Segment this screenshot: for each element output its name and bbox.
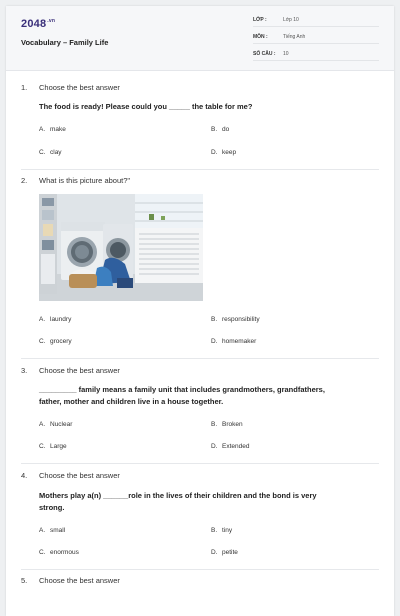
option-text: small xyxy=(50,527,66,534)
option-text: do xyxy=(222,126,230,133)
option-text: clay xyxy=(50,149,62,156)
option-text: laundry xyxy=(50,316,72,323)
answer-option-c[interactable] xyxy=(39,149,62,156)
question-stem-line: _________ family means a family unit that includes grandmothers, grandfathers, xyxy=(39,385,325,394)
logo-text: 2048 xyxy=(21,18,47,30)
answer-option-d[interactable] xyxy=(211,338,256,345)
question-prompt: What is this picture about?" xyxy=(39,176,131,185)
meta-value-question-count: 10 xyxy=(283,51,289,57)
question-prompt: Choose the best answer xyxy=(39,471,120,480)
option-text: Broken xyxy=(222,421,243,428)
question-prompt: Choose the best answer xyxy=(39,83,120,92)
option-text: responsibility xyxy=(222,316,260,323)
answer-option-d[interactable] xyxy=(211,149,236,156)
option-text: tiny xyxy=(222,527,233,534)
option-text: petite xyxy=(222,549,238,556)
meta-row-class xyxy=(253,13,379,27)
option-letter: D. xyxy=(211,549,218,556)
option-letter: C. xyxy=(39,149,46,156)
answer-option-a[interactable] xyxy=(39,316,71,323)
question-divider xyxy=(21,169,379,170)
logo-suffix: .vn xyxy=(47,18,56,25)
question-number: 2. xyxy=(21,176,28,185)
option-letter: D. xyxy=(211,443,218,450)
question-number: 5. xyxy=(21,576,28,585)
option-letter: A. xyxy=(39,527,46,534)
question-number: 4. xyxy=(21,471,28,480)
question-number: 3. xyxy=(21,366,28,375)
answer-option-b[interactable] xyxy=(211,316,260,323)
question-stem-line: strong. xyxy=(39,503,65,512)
question-stem-line: Mothers play a(n) ______role in the lives of their children and the bond is very xyxy=(39,491,317,500)
question-divider xyxy=(21,569,379,570)
option-text: grocery xyxy=(50,338,72,345)
meta-row-subject xyxy=(253,30,379,44)
answer-option-a[interactable] xyxy=(39,527,65,534)
answer-option-a[interactable] xyxy=(39,421,72,428)
worksheet xyxy=(6,6,394,616)
meta-label-question-count: SỐ CÂU : xyxy=(253,51,276,57)
option-letter: B. xyxy=(211,126,218,133)
option-letter: C. xyxy=(39,443,46,450)
worksheet-header xyxy=(6,6,394,71)
answer-option-c[interactable] xyxy=(39,443,67,450)
question-prompt: Choose the best answer xyxy=(39,366,120,375)
option-letter: A. xyxy=(39,126,46,133)
site-logo[interactable] xyxy=(21,18,55,30)
question-divider xyxy=(21,463,379,464)
answer-option-b[interactable] xyxy=(211,527,232,534)
option-text: homemaker xyxy=(222,338,257,345)
meta-value-class: Lớp 10 xyxy=(283,17,299,23)
question-stem: The food is ready! Please could you _____ the table for me? xyxy=(39,102,253,111)
option-letter: D. xyxy=(211,338,218,345)
answer-option-b[interactable] xyxy=(211,421,243,428)
answer-option-d[interactable] xyxy=(211,443,249,450)
option-letter: C. xyxy=(39,338,46,345)
question-number: 1. xyxy=(21,83,28,92)
answer-option-b[interactable] xyxy=(211,126,229,133)
option-text: make xyxy=(50,126,66,133)
meta-row-question-count xyxy=(253,47,379,61)
meta-value-subject: Tiếng Anh xyxy=(283,34,306,40)
laundry-room-photo xyxy=(39,194,203,301)
meta-label-subject: MÔN : xyxy=(253,34,268,40)
option-letter: D. xyxy=(211,149,218,156)
answer-option-d[interactable] xyxy=(211,549,238,556)
worksheet-title: Vocabulary – Family Life xyxy=(21,38,109,47)
question-stem xyxy=(39,490,379,514)
option-letter: C. xyxy=(39,549,46,556)
option-text: keep xyxy=(222,149,237,156)
option-letter: A. xyxy=(39,421,46,428)
option-letter: B. xyxy=(211,421,218,428)
option-letter: A. xyxy=(39,316,46,323)
option-text: Extended xyxy=(222,443,250,450)
answer-option-a[interactable] xyxy=(39,126,66,133)
option-text: enormous xyxy=(50,549,79,556)
option-letter: B. xyxy=(211,316,218,323)
answer-option-c[interactable] xyxy=(39,549,79,556)
question-divider xyxy=(21,358,379,359)
option-letter: B. xyxy=(211,527,218,534)
answer-option-c[interactable] xyxy=(39,338,72,345)
question-stem xyxy=(39,384,379,408)
question-stem-line: father, mother and children live in a house together. xyxy=(39,397,224,406)
meta-label-class: LỚP : xyxy=(253,17,267,23)
option-text: Nuclear xyxy=(50,421,73,428)
option-text: Large xyxy=(50,443,67,450)
question-prompt: Choose the best answer xyxy=(39,576,120,585)
